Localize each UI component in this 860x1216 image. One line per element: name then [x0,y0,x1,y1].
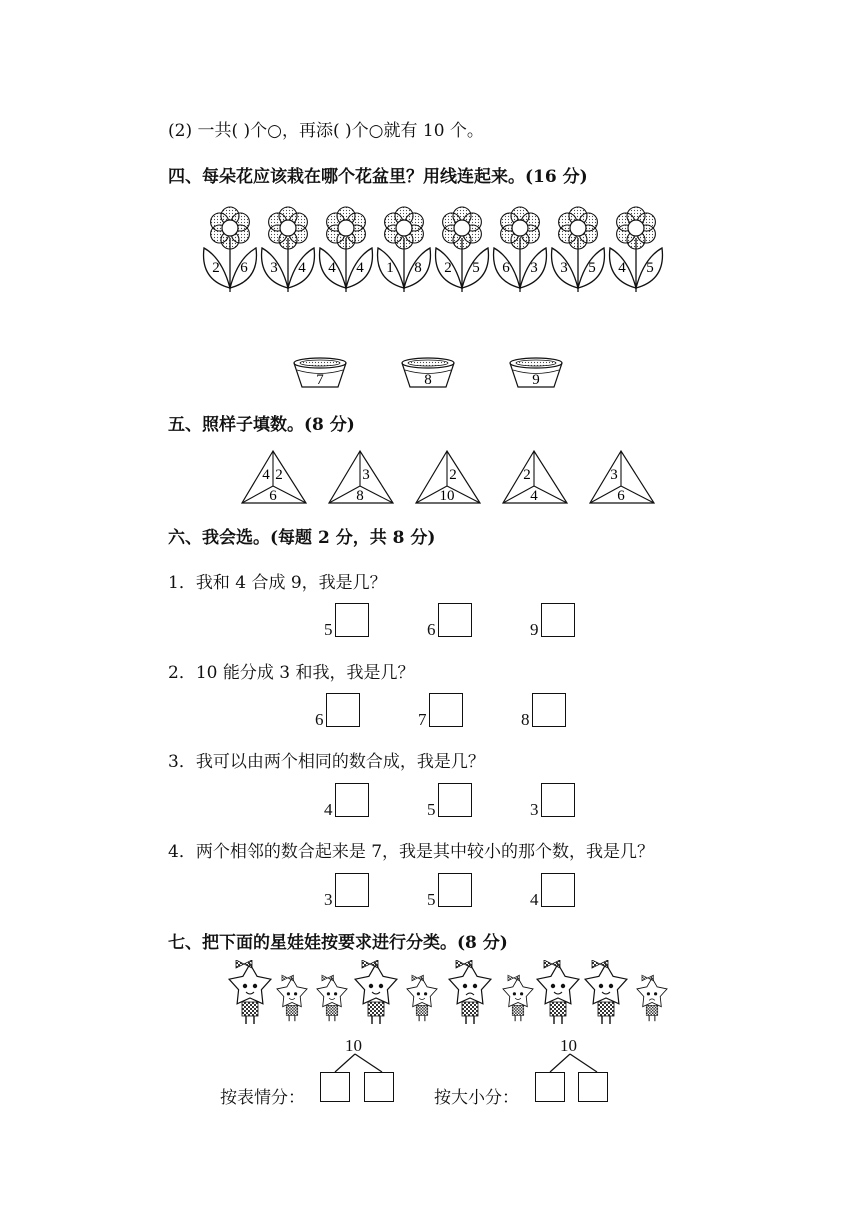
flower[interactable] [610,207,663,292]
classify-by-expression-label: 按表情分： [220,1088,305,1108]
flower-center [628,220,644,236]
flower-row [195,200,685,296]
flower[interactable] [494,207,547,292]
option-label: 7 [418,710,427,729]
option-label: 5 [427,890,436,909]
question-3-2: (2) 一共( )个○，再添( )个○就有 10 个。 [168,121,484,141]
option-label: 6 [315,710,324,729]
flower-left-number: 2 [444,260,452,276]
answer-box[interactable] [578,1072,608,1102]
classify-by-size-label: 按大小分： [434,1088,519,1108]
triangle-bottom-number: 8 [356,488,364,504]
triangle-left-number: 2 [523,467,531,483]
flower-left-number: 2 [212,260,220,276]
flower-center [222,220,238,236]
triangle-right-number: 2 [275,467,283,483]
flower-pot[interactable] [402,358,454,388]
pot-number: 8 [424,372,432,388]
option-label: 9 [530,620,539,639]
flower-right-number: 6 [240,260,248,276]
flower-right-number: 5 [588,260,596,276]
tree-branches [320,1052,620,1074]
star-doll-row [220,960,680,1028]
option-label: 5 [324,620,333,639]
flower-right-number: 3 [530,260,538,276]
star-doll [277,975,307,1021]
section-4-heading: 四、每朵花应该栽在哪个花盆里？用线连起来。(16 分) [168,167,588,187]
star-doll [537,960,579,1024]
flower[interactable] [320,207,373,292]
triangle-bottom-number: 4 [530,488,538,504]
section-7-heading: 七、把下面的星娃娃按要求进行分类。(8 分) [168,933,508,953]
answer-box[interactable] [335,603,369,637]
pot-number: 9 [532,372,540,388]
number-triangle [590,451,654,504]
answer-box[interactable] [541,873,575,907]
option-label: 4 [530,890,539,909]
flower-right-number: 5 [646,260,654,276]
answer-box[interactable] [438,603,472,637]
tree-total-2: 10 [560,1036,577,1055]
answer-box[interactable] [541,603,575,637]
answer-box[interactable] [438,873,472,907]
star-doll [449,960,491,1024]
answer-box[interactable] [429,693,463,727]
triangle-row [236,448,676,508]
question-6-4-text: 4．两个相邻的数合起来是 7，我是其中较小的那个数，我是几？ [168,842,655,862]
flower-left-number: 3 [270,260,278,276]
flower-center [280,220,296,236]
tree-total-1: 10 [345,1036,362,1055]
flower-center [512,220,528,236]
answer-box[interactable] [532,693,566,727]
flower-left-number: 4 [328,260,336,276]
pot-number: 7 [316,372,324,388]
option-label: 4 [324,800,333,819]
answer-box[interactable] [364,1072,394,1102]
question-6-1-text: 1．我和 4 合成 9，我是几？ [168,573,387,593]
flower-left-number: 1 [386,260,394,276]
section-5-heading: 五、照样子填数。(8 分) [168,415,355,435]
triangle-right-number: 2 [449,467,457,483]
number-triangle [503,451,567,504]
option-label: 3 [324,890,333,909]
flower[interactable] [262,207,315,292]
star-doll [637,975,667,1021]
answer-box[interactable] [438,783,472,817]
star-doll [317,975,347,1021]
triangle-bottom-number: 6 [617,488,625,504]
answer-box[interactable] [535,1072,565,1102]
flower-center [396,220,412,236]
triangle-right-number: 3 [362,467,370,483]
flower-right-number: 5 [472,260,480,276]
option-label: 5 [427,800,436,819]
number-triangle [242,451,306,504]
pot-row [290,355,570,395]
flower-center [570,220,586,236]
star-doll [585,960,627,1024]
flower[interactable] [378,207,431,292]
number-triangle [416,451,480,504]
answer-box[interactable] [541,783,575,817]
star-doll [503,975,533,1021]
option-label: 6 [427,620,436,639]
flower[interactable] [552,207,605,292]
star-doll [407,975,437,1021]
flower-right-number: 4 [356,260,364,276]
flower-left-number: 3 [560,260,568,276]
flower-left-number: 6 [502,260,510,276]
question-6-2-text: 2．10 能分成 3 和我，我是几？ [168,663,415,683]
question-6-3-text: 3．我可以由两个相同的数合成，我是几？ [168,752,485,772]
star-doll [355,960,397,1024]
answer-box[interactable] [326,693,360,727]
section-6-heading: 六、我会选。(每题 2 分，共 8 分) [168,528,436,548]
answer-box[interactable] [335,783,369,817]
flower-center [454,220,470,236]
flower-pot[interactable] [294,358,346,388]
number-triangle [329,451,393,504]
flower-pot[interactable] [510,358,562,388]
star-doll [229,960,271,1024]
triangle-left-number: 3 [610,467,618,483]
flower-right-number: 4 [298,260,306,276]
option-label: 8 [521,710,530,729]
answer-box[interactable] [335,873,369,907]
triangle-left-number: 4 [262,467,270,483]
triangle-bottom-number: 6 [269,488,277,504]
flower-right-number: 8 [414,260,422,276]
flower-left-number: 4 [618,260,626,276]
triangle-bottom-number: 10 [439,488,455,504]
option-label: 3 [530,800,539,819]
flower[interactable] [204,207,257,292]
flower[interactable] [436,207,489,292]
answer-box[interactable] [320,1072,350,1102]
flower-center [338,220,354,236]
